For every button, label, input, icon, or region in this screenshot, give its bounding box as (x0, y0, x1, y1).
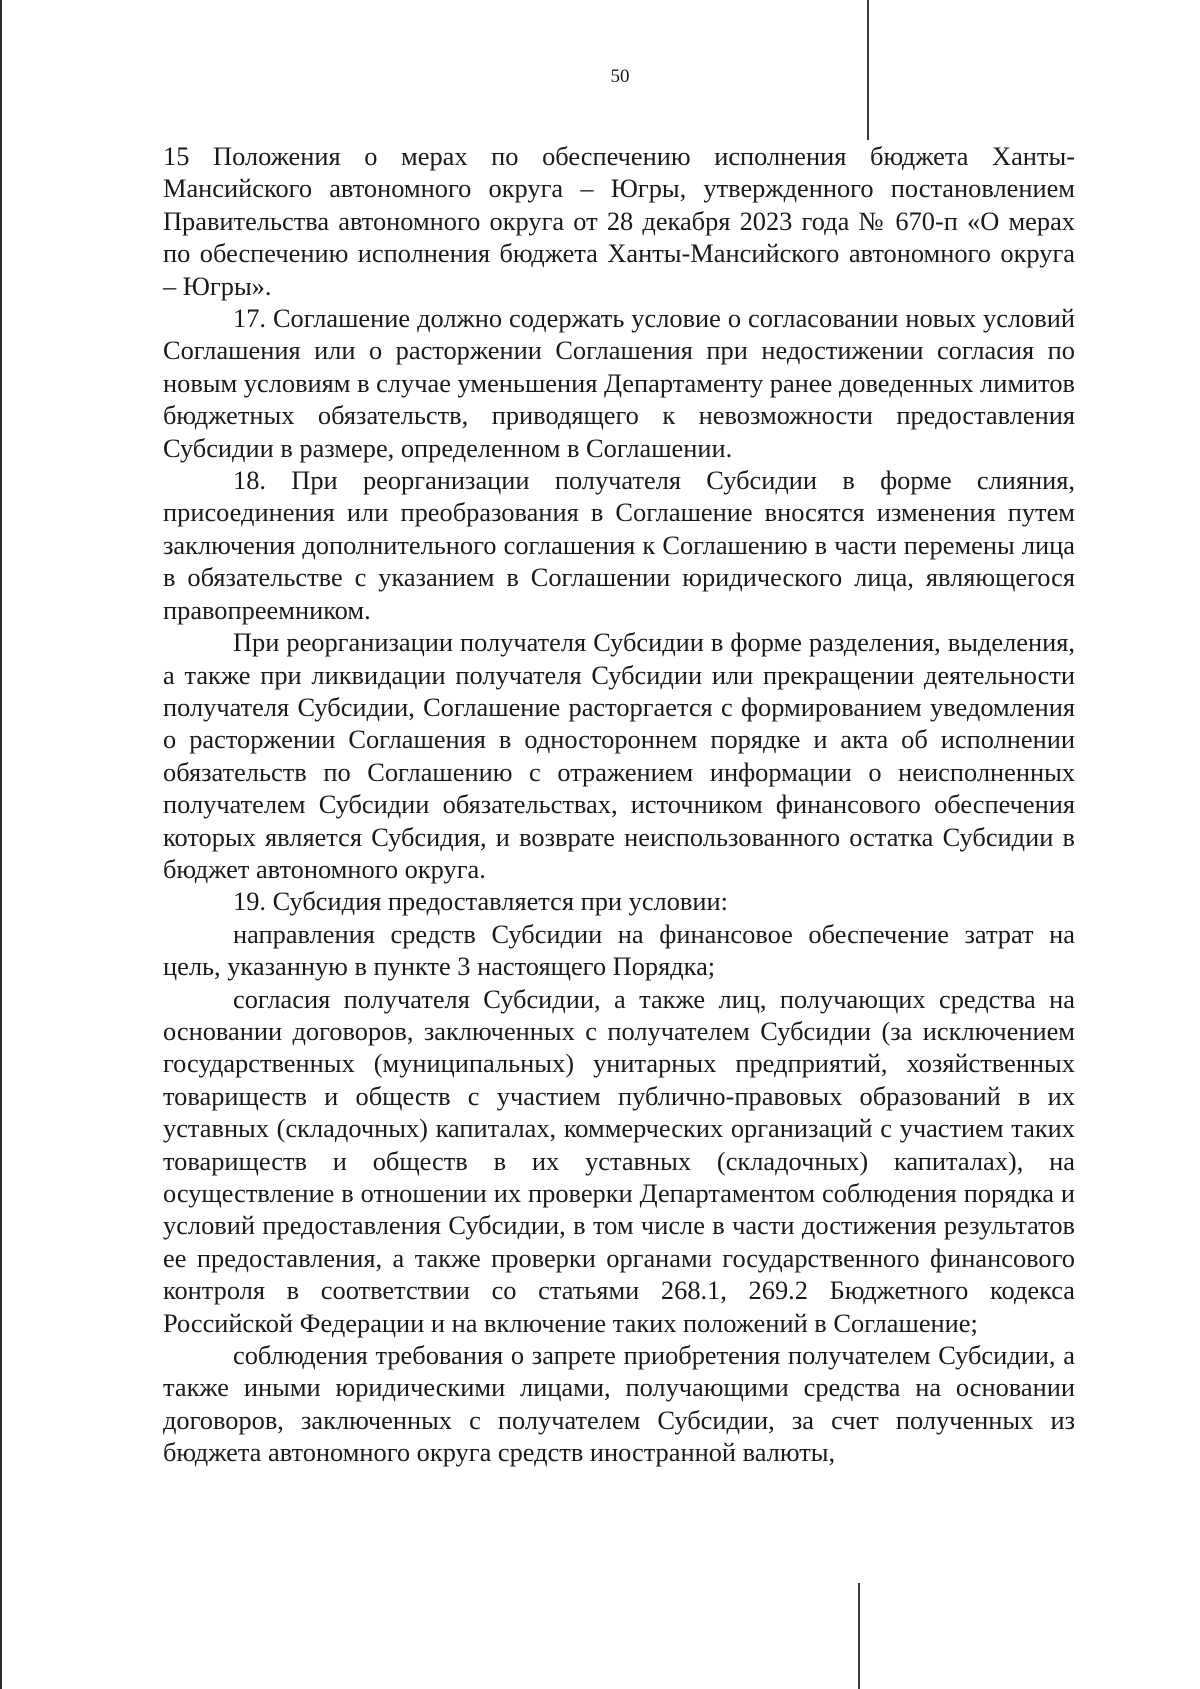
page-number: 50 (610, 66, 630, 87)
paragraph: 17. Соглашение должно содержать условие о согласовании новых условий Соглашения или о расторжении Соглашения при недостижении согласия по новым условиям в случае уменьшения Департаменту ранее доведенных лимитов бюджетных обязательств, приводящего к невозможности предоставления Субсидии в размере, определенном в Соглашении. (163, 303, 1075, 463)
paragraph: согласия получателя Субсидии, а также лиц, получающих средства на основании договоров, заключенных с получателем Субсидии (за исключением государственных (муниципальных) унитарных предприятий, хозяйственных товариществ и обществ с участием публично-правовых образований в их уставных (складочных) капиталах, коммерческих организаций с участием таких товариществ и обществ в их уставных (складочных) капиталах), на осуществление в отношении их проверки Департаментом соблюдения порядка и условий предоставления Субсидии, в том числе в части достижения результатов ее предоставления, а также проверки органами государственного финансового контроля в соответствии со статьями 268.1, 269.2 Бюджетного кодекса Российской Федерации и на включение таких положений в Соглашение; (163, 983, 1075, 1338)
page-edge (0, 0, 2, 1689)
paragraph: 18. При реорганизации получателя Субсидии в форме слияния, присоединения или преобразования в Соглашение вносятся изменения путем заключения дополнительного соглашения к Соглашению в части перемены лица в обязательстве с указанием в Соглашении юридического лица, являющегося правопреемником. (163, 465, 1075, 625)
scan-artifact-line (858, 1583, 860, 1689)
document-body (163, 140, 1075, 1469)
paragraph: 15 Положения о мерах по обеспечению исполнения бюджета Ханты-Мансийского автономного округа – Югры, утвержденного постановлением Правительства автономного округа от 28 декабря 2023 года № 670-п «О мерах по обеспечению исполнения бюджета Ханты-Мансийского автономного округа – Югры». (163, 141, 1075, 301)
paragraph: При реорганизации получателя Субсидии в форме разделения, выделения, а также при ликвидации получателя Субсидии или прекращении деятельности получателя Субсидии, Соглашение расторгается с формированием уведомления о расторжении Соглашения в одностороннем порядке и акта об исполнении обязательств по Соглашению с отражением информации о неисполненных получателем Субсидии обязательствах, источником финансового обеспечения которых является Субсидия, и возврате неиспользованного остатка Субсидии в бюджет автономного округа. (163, 627, 1075, 884)
paragraph: 19. Субсидия предоставляется при условии: (233, 886, 728, 917)
paragraph: соблюдения требования о запрете приобретения получателем Субсидии, а также иными юридическими лицами, получающими средства на основании договоров, заключенных с получателем Субсидии, за счет полученных из бюджета автономного округа средств иностранной валюты, (163, 1340, 1075, 1468)
paragraph: направления средств Субсидии на финансовое обеспечение затрат на цель, указанную в пункте 3 настоящего Порядка; (163, 918, 1075, 982)
